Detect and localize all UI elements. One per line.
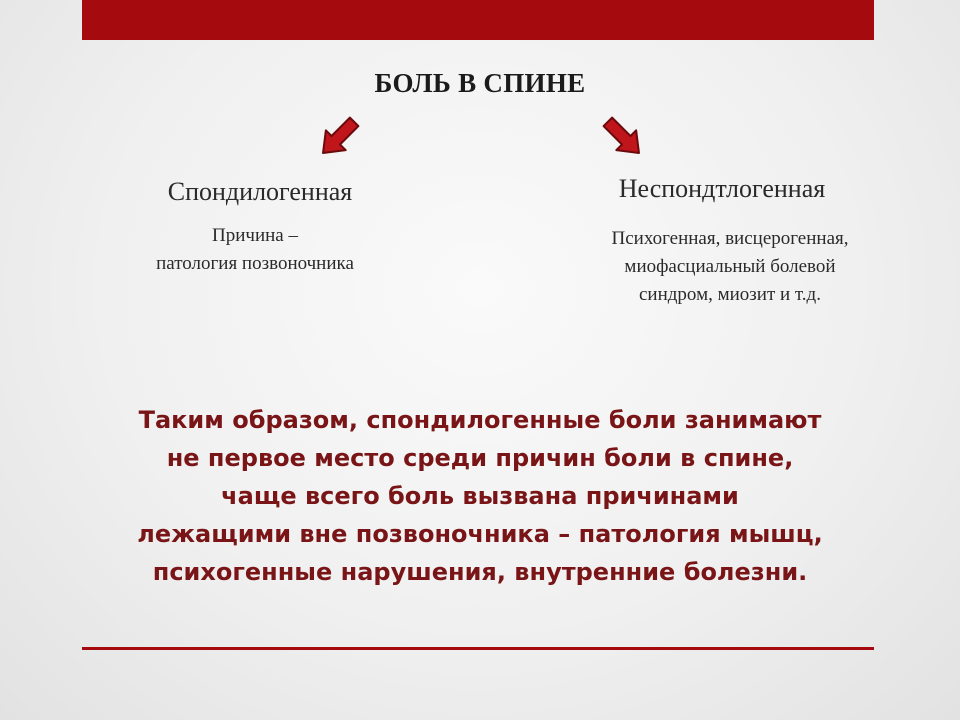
arrow-down-right-icon — [592, 106, 652, 166]
conclusion-line: не первое место среди причин боли в спине, — [166, 444, 794, 472]
branch-title-spondylogenic: Спондилогенная — [167, 177, 353, 206]
arrow-down-left-icon — [310, 106, 370, 166]
conclusion-line: чаще всего боль вызвана причинами — [221, 482, 739, 510]
conclusion-line: психогенные нарушения, внутренние болезни. — [152, 558, 808, 586]
branch-description-line: миофасциальный болевой — [624, 256, 836, 277]
diagram-title: БОЛЬ В СПИНЕ — [374, 68, 586, 98]
conclusion-line: Таким образом, спондилогенные боли занимают — [138, 406, 822, 434]
top-accent-bar — [82, 0, 874, 40]
branch-description-line: патология позвоночника — [156, 253, 354, 274]
branch-description-line: Причина – — [212, 225, 298, 246]
conclusion-text — [60, 401, 900, 591]
branch-description-line: Психогенная, висцерогенная, — [611, 228, 849, 249]
branch-description-spondylogenic — [110, 222, 400, 278]
conclusion-line: лежащими вне позвоночника – патология мышц, — [137, 520, 823, 548]
bottom-divider — [82, 647, 874, 650]
branch-description-nonspondylogenic — [560, 225, 900, 309]
branch-title-nonspondylogenic: Неспондтлогенная — [618, 174, 826, 203]
branch-description-line: синдром, миозит и т.д. — [639, 284, 821, 305]
